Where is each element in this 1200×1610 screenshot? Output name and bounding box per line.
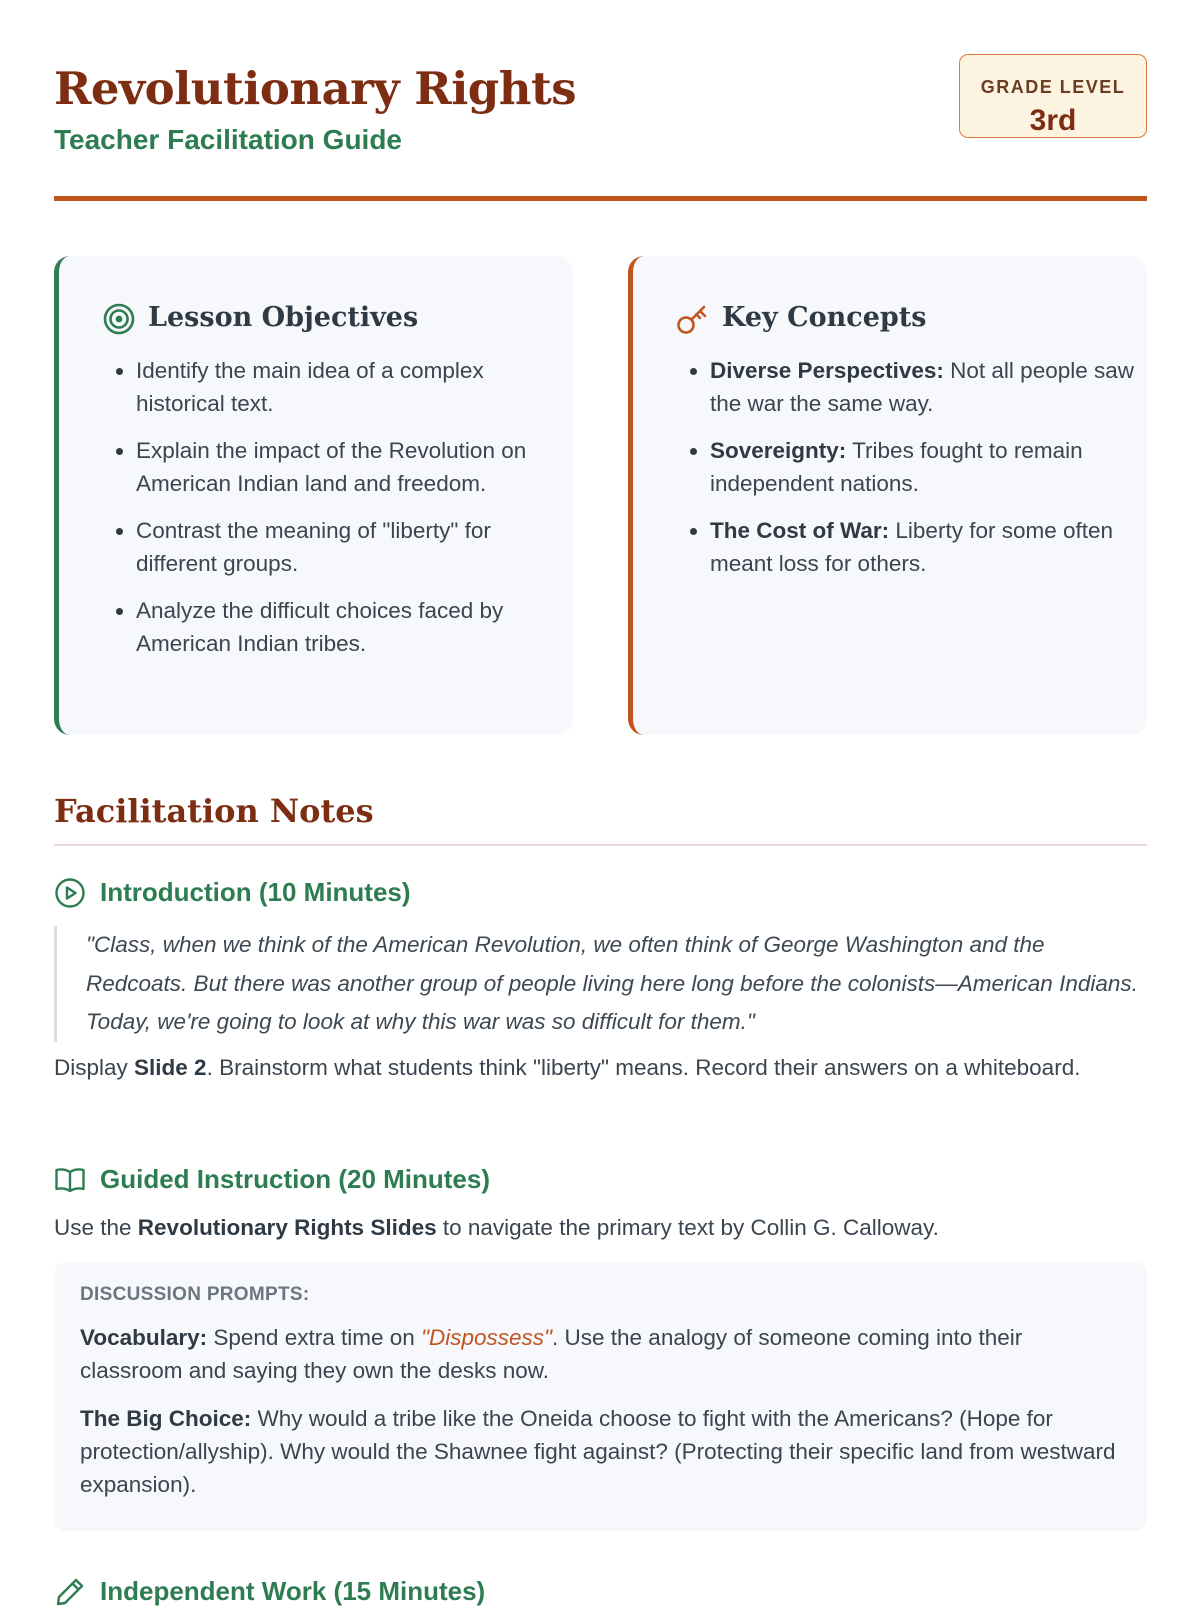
facilitation-notes-title: Facilitation Notes [54,792,374,830]
discussion-prompts-box [54,1262,1147,1531]
introduction-instruction [54,1051,1147,1084]
concept-item [710,354,1145,420]
concept-term: The Cost of War: [710,518,890,543]
objective-item: • Explain the impact of the Revolution on American Indian land and freedom. [136,434,571,500]
guided-instruction-text [54,1211,1147,1244]
big-choice-text: Why would a tribe like the Oneida choose to fight with the Americans? (Hope for protection/allyship). Why would the Shawnee fight against? (Protecting their specific land from westward expansion). [80,1406,1116,1497]
grade-level-label: GRADE LEVEL [980,77,1126,97]
facilitation-divider [54,844,1147,846]
play-circle-icon [54,877,86,909]
grade-level-value: 3rd [1029,104,1077,137]
concept-text: Liberty for some often meant loss for others. [710,518,1114,576]
objective-item: • Contrast the meaning of "liberty" for different groups. [136,514,571,580]
page-title: Revolutionary Rights [54,62,577,115]
concept-item [710,514,1145,580]
vocabulary-text: Spend extra time on [207,1325,421,1350]
introduction-quote: "Class, when we think of the American Revolution, we often think of George Washington and the Redcoats. But there was another group of people living here long before the colonists—American Indians. Today, we're going to look at why this war was so difficult for them." [54,926,1147,1042]
header-divider [54,196,1147,201]
instruction-text: Display [54,1055,135,1080]
guided-instruction-header [54,1164,954,1198]
instruction-text: . Brainstorm what students think "liberty" means. Record their answers on a whiteboard. [206,1055,1081,1080]
guided-text: to navigate the primary text by Collin G. Calloway. [436,1215,939,1240]
target-icon [102,302,136,336]
introduction-header [54,877,954,911]
grade-level-badge [959,54,1147,138]
concept-term: Diverse Perspectives: [710,358,944,383]
guided-instruction-title: Guided Instruction (20 Minutes) [100,1164,491,1194]
concepts-list [676,354,1145,594]
pencil-icon [54,1576,86,1608]
concept-term: Sovereignty: [710,438,847,463]
concept-item [710,434,1145,500]
header [54,58,1147,198]
independent-work-header [54,1576,954,1610]
key-concepts-title: Key Concepts [722,302,927,333]
objective-item: • Identify the main idea of a complex historical text. [136,354,571,420]
guided-slides-name: Revolutionary Rights Slides [137,1215,437,1240]
book-open-icon [54,1164,86,1196]
vocabulary-label: Vocabulary: [80,1325,208,1350]
vocabulary-prompt [80,1321,1121,1387]
page-subtitle: Teacher Facilitation Guide [54,124,403,155]
lesson-objectives-title: Lesson Objectives [148,302,419,333]
big-choice-prompt [80,1402,1121,1501]
discussion-prompts-label: DISCUSSION PROMPTS: [80,1284,310,1305]
big-choice-label: The Big Choice: [80,1406,252,1431]
vocabulary-text: . Use the analogy of someone coming into their classroom and saying they own the desks now. [80,1325,1023,1383]
guided-text: Use the [54,1215,138,1240]
vocabulary-term: "Dispossess" [421,1325,553,1350]
concept-text: Tribes fought to remain independent nations. [710,438,1083,496]
objective-item: • Analyze the difficult choices faced by American Indian tribes. [136,594,571,660]
key-concepts-card [628,256,1147,735]
key-icon [676,302,710,336]
concept-text: Not all people saw the war the same way. [710,358,1135,416]
introduction-title: Introduction (10 Minutes) [100,877,411,907]
lesson-objectives-card [54,256,573,735]
objectives-list [102,354,571,674]
instruction-slide: Slide 2 [134,1055,207,1080]
independent-work-title: Independent Work (15 Minutes) [100,1576,486,1606]
